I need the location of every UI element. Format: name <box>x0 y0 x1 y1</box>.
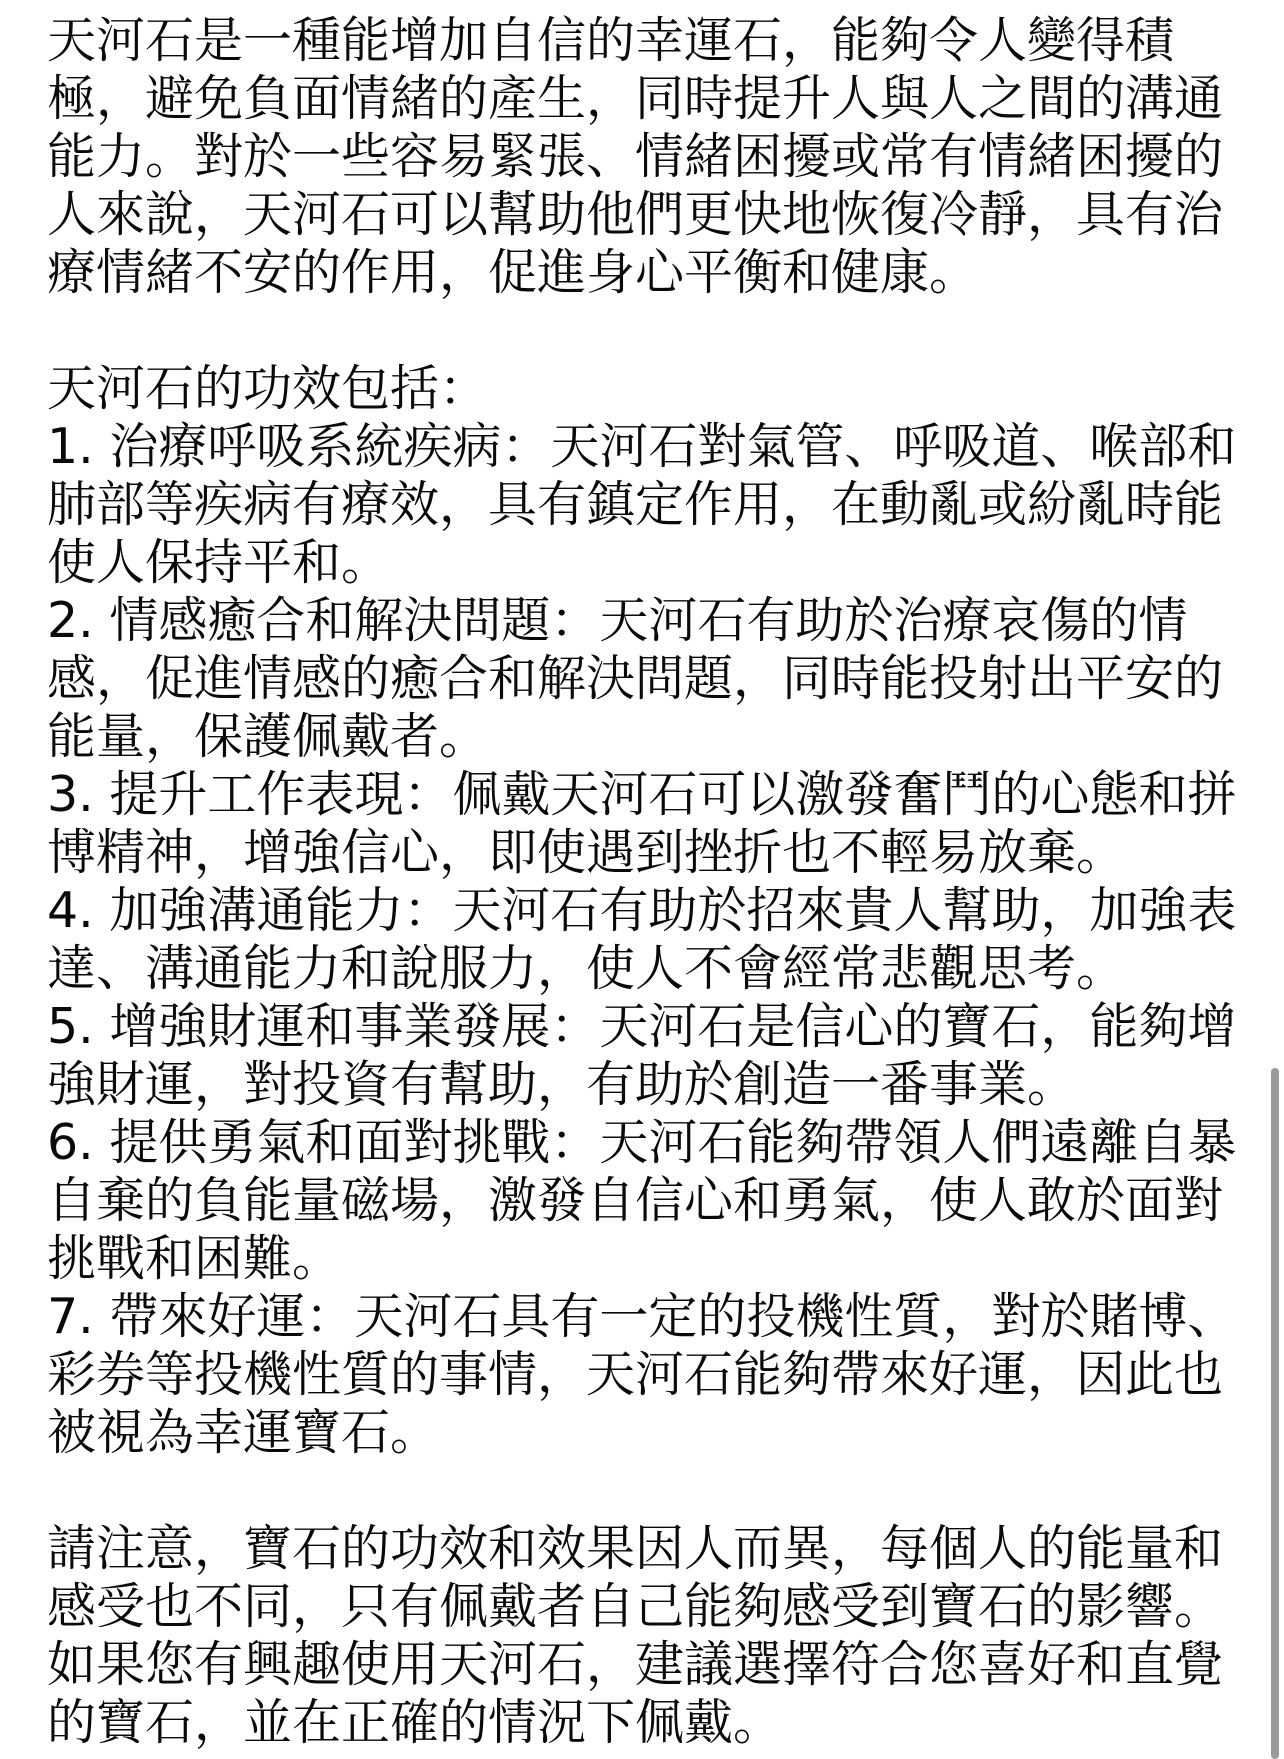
benefit-item-4: 4. 加強溝通能力：天河石有助於招來貴人幫助，加強表達、溝通能力和說服力，使人不會經常悲觀思考。 <box>47 882 1237 997</box>
document-body <box>47 12 1239 1752</box>
benefit-item-2: 2. 情感癒合和解決問題：天河石有助於治療哀傷的情感，促進情感的癒合和解決問題，同時能投射出平安的能量，保護佩戴者。 <box>47 592 1224 765</box>
vertical-scrollbar[interactable] <box>1271 1068 1279 1759</box>
paragraph-gap <box>47 302 1239 360</box>
benefit-item-1: 1. 治療呼吸系統疾病：天河石對氣管、呼吸道、喉部和肺部等疾病有療效，具有鎮定作用，在動亂或紛亂時能使人保持平和。 <box>47 418 1237 591</box>
paragraph-gap <box>47 1462 1239 1520</box>
note-paragraph: 請注意，寶石的功效和效果因人而異，每個人的能量和感受也不同，只有佩戴者自己能夠感受到寶石的影響。如果您有興趣使用天河石，建議選擇符合您喜好和直覺的寶石，並在正確的情況下佩戴。 <box>47 1520 1224 1751</box>
benefit-item-3: 3. 提升工作表現：佩戴天河石可以激發奮鬥的心態和拼博精神，增強信心，即使遇到挫折也不輕易放棄。 <box>47 766 1237 881</box>
benefit-item-5: 5. 增強財運和事業發展：天河石是信心的寶石，能夠增強財運，對投資有幫助，有助於創造一番事業。 <box>47 998 1237 1113</box>
intro-paragraph: 天河石是一種能增加自信的幸運石，能夠令人變得積極，避免負面情緒的產生，同時提升人與人之間的溝通能力。對於一些容易緊張、情緒困擾或常有情緒困擾的人來說，天河石可以幫助他們更快地恢復冷靜，具有治療情緒不安的作用，促進身心平衡和健康。 <box>47 12 1224 301</box>
benefit-item-6: 6. 提供勇氣和面對挑戰：天河石能夠帶領人們遠離自暴自棄的負能量磁場，激發自信心和勇氣，使人敢於面對挑戰和困難。 <box>47 1114 1237 1287</box>
benefits-heading: 天河石的功效包括： <box>47 360 489 417</box>
benefit-item-7: 7. 帶來好運：天河石具有一定的投機性質，對於賭博、彩券等投機性質的事情，天河石能夠帶來好運，因此也被視為幸運寶石。 <box>47 1288 1237 1461</box>
